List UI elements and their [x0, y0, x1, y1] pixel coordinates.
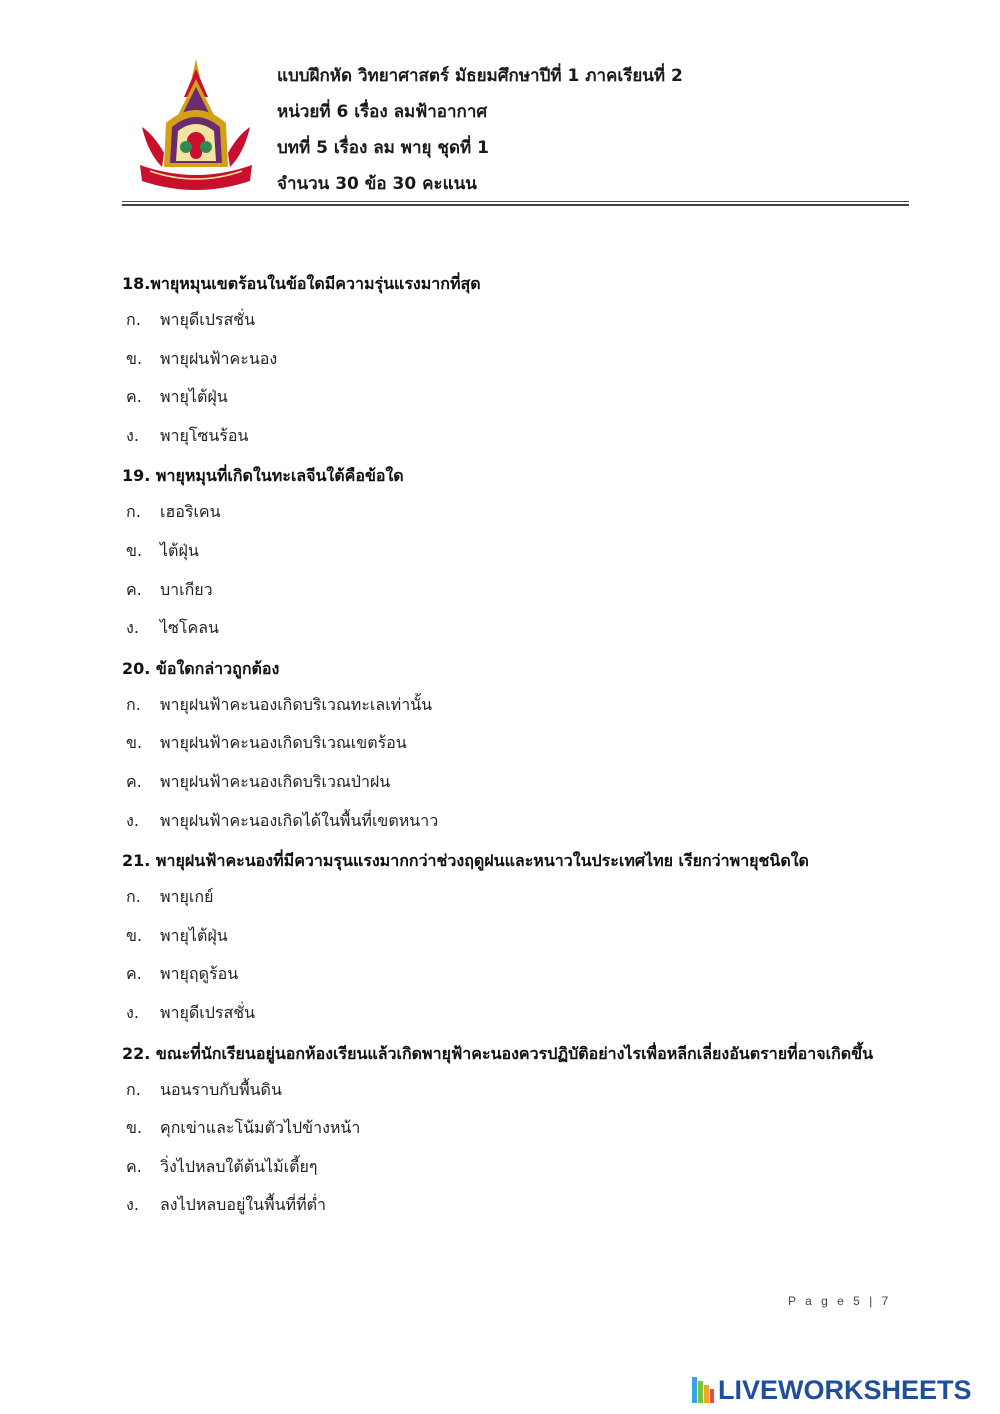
choice-marker: ค.: [126, 387, 142, 407]
answer-choice[interactable]: [122, 494, 922, 533]
answer-choice[interactable]: [122, 995, 922, 1034]
answer-choice[interactable]: [122, 687, 922, 726]
choice-marker: ค.: [126, 1156, 142, 1176]
choice-marker: ง.: [126, 425, 139, 445]
answer-choice[interactable]: [122, 725, 922, 764]
choice-text: พายุเกย์: [160, 887, 214, 907]
question-prompt: 18.พายุหมุนเขตร้อนในข้อใดมีความรุ่นแรงมากที่สุด: [122, 274, 481, 293]
choice-text: พายุฝนฟ้าคะนองเกิดบริเวณเขตร้อน: [160, 733, 407, 753]
choice-marker: ก.: [126, 887, 141, 907]
choice-marker: ง.: [126, 810, 139, 830]
question-prompt: 19. พายุหมุนที่เกิดในทะเลจีนใต้คือข้อใด: [122, 466, 404, 486]
choice-marker: ข.: [126, 1118, 143, 1138]
choice-text: ลงไปหลบอยู่ในพื้นที่ที่ต่ำ: [160, 1195, 327, 1215]
choice-text: พายุฤดูร้อน: [160, 964, 239, 984]
choice-text: นอนราบกับพื้นดิน: [160, 1079, 282, 1099]
choice-marker: ก.: [126, 1079, 141, 1099]
choice-marker: ก.: [126, 694, 141, 714]
header-divider-top: [122, 201, 909, 202]
choice-text: พายุโซนร้อน: [160, 425, 249, 445]
answer-choice[interactable]: [122, 533, 922, 572]
choice-marker: ง.: [126, 618, 139, 638]
brand-name: LIVEWORKSHEETS: [718, 1374, 972, 1405]
header-line-unit: หน่วยที่ 6 เรื่อง ลมฟ้าอากาศ: [277, 102, 488, 122]
answer-choice[interactable]: [122, 341, 922, 380]
choice-marker: ก.: [126, 310, 141, 329]
choice-marker: ง.: [126, 1002, 139, 1022]
choice-marker: ข.: [126, 540, 143, 560]
choice-marker: ก.: [126, 502, 141, 522]
school-emblem-logo: [136, 57, 256, 195]
header-line-lesson: บทที่ 5 เรื่อง ลม พายุ ชุดที่ 1: [277, 138, 489, 158]
question-block: [122, 266, 922, 456]
choice-text: พายุฝนฟ้าคะนองเกิดบริเวณป่าฝน: [160, 771, 391, 791]
liveworksheets-logo-icon: [692, 1377, 714, 1403]
question-block: [122, 458, 922, 648]
answer-choice[interactable]: [122, 1149, 922, 1188]
question-block: [122, 843, 922, 1033]
answer-choice[interactable]: [122, 918, 922, 957]
choice-text: วิ่งไปหลบใต้ต้นไม้เตี้ยๆ: [160, 1156, 318, 1176]
choice-text: คุกเข่าและโน้มตัวไปข้างหน้า: [160, 1118, 361, 1138]
choice-text: พายุฝนฟ้าคะนองเกิดบริเวณทะเลเท่านั้น: [160, 694, 433, 714]
header-divider-bottom: [122, 204, 909, 206]
choice-text: พายุฝนฟ้าคะนอง: [160, 348, 278, 368]
answer-choice[interactable]: [122, 879, 922, 918]
choice-text: พายุดีเปรสชั่น: [160, 1002, 256, 1022]
answer-choice[interactable]: [122, 302, 922, 341]
answer-choice[interactable]: [122, 764, 922, 803]
choice-text: ไต้ฝุ่น: [160, 540, 199, 560]
header-line-count: จำนวน 30 ข้อ 30 คะแนน: [277, 174, 477, 194]
choice-marker: ข.: [126, 925, 143, 945]
choice-marker: ค.: [126, 964, 142, 984]
question-prompt: 20. ข้อใดกล่าวถูกต้อง: [122, 658, 280, 678]
answer-choice[interactable]: [122, 956, 922, 995]
header-line-subject: แบบฝึกหัด วิทยาศาสตร์ มัธยมศึกษาปีที่ 1 ภาคเรียนที่ 2: [277, 66, 683, 86]
answer-choice[interactable]: [122, 418, 922, 457]
choice-text: พายุฝนฟ้าคะนองเกิดได้ในพื้นที่เขตหนาว: [160, 810, 439, 830]
choice-text: พายุไต้ฝุ่น: [160, 387, 228, 407]
choice-text: พายุไต้ฝุ่น: [160, 925, 228, 945]
choice-text: เฮอริเคน: [160, 502, 221, 522]
answer-choice[interactable]: [122, 1110, 922, 1149]
answer-choice[interactable]: [122, 803, 922, 842]
choice-marker: ข.: [126, 348, 143, 368]
choice-text: พายุดีเปรสชั่น: [160, 310, 256, 329]
question-block: [122, 651, 922, 841]
question-block: [122, 1036, 922, 1226]
liveworksheets-brand[interactable]: [692, 1373, 972, 1407]
choice-marker: ค.: [126, 771, 142, 791]
answer-choice[interactable]: [122, 610, 922, 649]
question-prompt: 21. พายุฝนฟ้าคะนองที่มีความรุนแรงมากกว่าช่วงฤดูฝนและหนาวในประเทศไทย เรียกว่าพายุชนิดใด: [122, 851, 809, 871]
page-number: P a g e 5 | 7: [788, 1294, 892, 1308]
answer-choice[interactable]: [122, 379, 922, 418]
answer-choice[interactable]: [122, 1187, 922, 1226]
choice-text: ไซโคลน: [160, 618, 219, 638]
answer-choice[interactable]: [122, 1072, 922, 1111]
choice-marker: ง.: [126, 1195, 139, 1215]
choice-marker: ค.: [126, 579, 142, 599]
question-prompt: 22. ขณะที่นักเรียนอยู่นอกห้องเรียนแล้วเกิดพายุฟ้าคะนองควรปฏิบัติอย่างไรเพื่อหลีกเลี่ยงอันตรายที่อาจเกิดขึ้น: [122, 1043, 874, 1063]
worksheet-header: [277, 60, 683, 204]
question-list: [122, 264, 922, 1226]
choice-marker: ข.: [126, 733, 143, 753]
answer-choice[interactable]: [122, 572, 922, 611]
choice-text: บาเกียว: [160, 579, 213, 599]
